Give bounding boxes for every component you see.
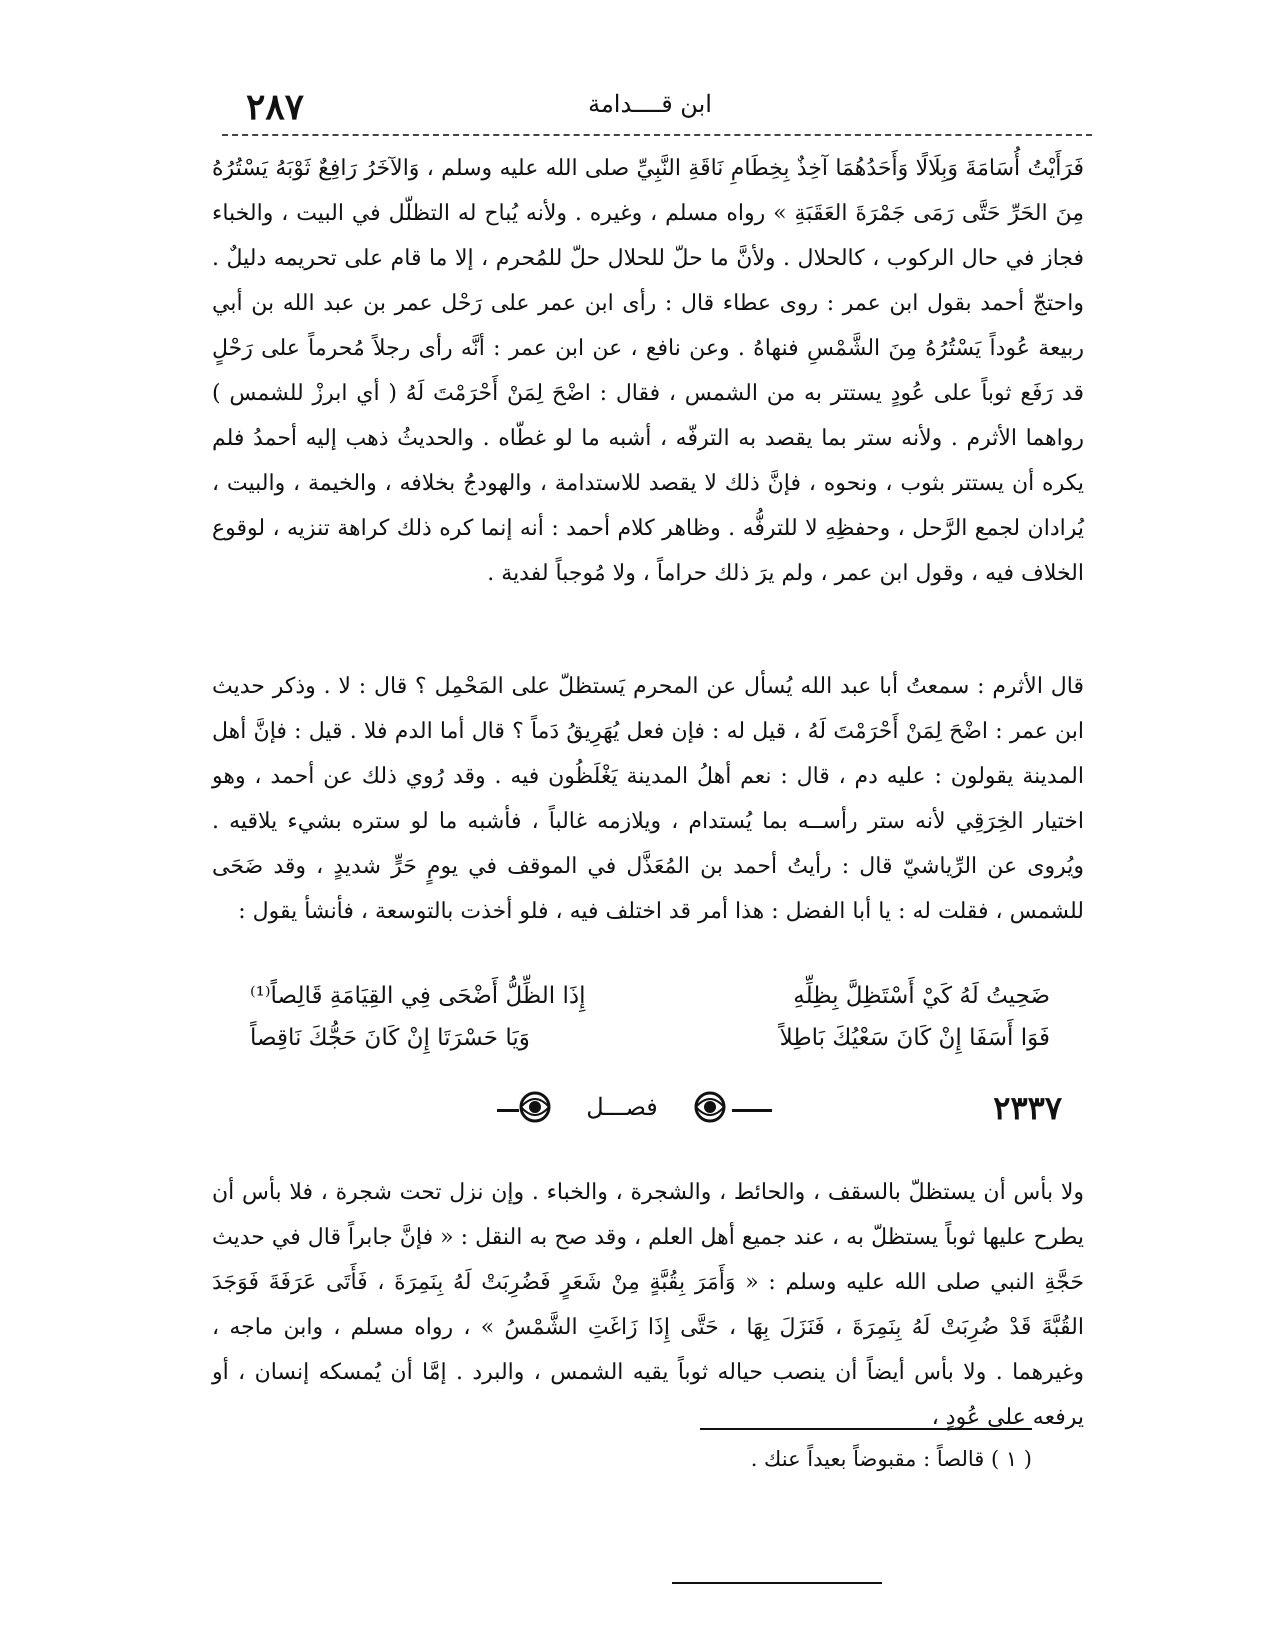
poem [250,975,1050,1059]
floral-ornament-icon [692,1089,728,1125]
verse-line [250,1017,1050,1059]
footnote-rule [700,1428,1032,1430]
section-dash-left [497,1109,519,1112]
paragraph-1: فَرَأَيْتُ أُسَامَةَ وَبِلَالًا وَأَحَدُهُمَا آخِذٌ بِخِطَامِ نَاقَةِ النَّبِيِّ صلى الله عليه وسلم ، وَالآخَرُ رَافِعٌ ثَوْبَهُ يَسْتُرُهُ مِنَ الحَرِّ حَتَّى رَمَى جَمْرَةَ العَقَبَةِ » رواه مسلم ، وغيره . ولأنه يُباح له التظلّل في البيت ، والخباء فجاز في حال الركوب ، كالحلال . ولأنَّ ما حلّ للحلال حلّ للمُحرم ، إلا ما قام على تحريمه دليلٌ . واحتجّ أحمد بقول ابن عمر : روى عطاء قال : رأى ابن عمر على رَحْل عمر بن عبد الله بن أبي ربيعة عُوداً يَسْتُرُهُ مِنَ الشَّمْسِ فنهاهُ . وعن نافع ، عن ابن عمر : أنَّه رأى رجلاً مُحرماً على رَحْلٍ قد رَفَع ثوباً على عُودٍ يستتر به من الشمس ، فقال : اضْحَ لِمَنْ أَحْرَمْتَ لَهُ ( أي ابرزْ للشمس ) رواهما الأثرم . ولأنه ستر بما يقصد به الترفّه ، أشبه ما لو غطّاه . والحديثُ ذهب إليه أحمدُ فلم يكره أن يستتر بثوب ، ونحوه ، فإنَّ ذلك لا يقصد للاستدامة ، والهودجُ بخلافه ، والخيمة ، والبيت ، يُرادان لجمع الرَّحل ، وحفظِهِ لا للترفُّه . وظاهر كلام أحمد : أنه إنما كره ذلك كراهة تنزيه ، لوقوع الخلاف فيه ، وقول ابن عمر ، ولم يرَ ذلك حراماً ، ولا مُوجباً لفدية . [212,156,1085,586]
verse-line [250,975,1050,1017]
section-heading [212,1085,1092,1135]
running-head: ابن قــــدامة [588,90,712,118]
verse-hemistich-first: فَوَا أَسَفَا إِنْ كَانَ سَعْيُكَ بَاطِلاً [779,1025,1050,1051]
section-dash-right [732,1109,772,1112]
paragraph-2: قال الأثرم : سمعتُ أبا عبد الله يُسأل عن المحرم يَستظلّ على المَحْمِل ؟ قال : لا . وذكر حديث ابن عمر : اضْحَ لِمَنْ أَحْرَمْتَ لَهُ ، قيل له : فإن فعل يُهَرِيقُ دَماً ؟ قال أما الدم فلا . قيل : فإنَّ أهل المدينة يقولون : عليه دم ، قال : نعم أهلُ المدينة يَغْلَظُون فيه . وقد رُوي ذلك عن أحمد ، وهو اختيار الخِرَقِي لأنه ستر رأســه بما يُستدام ، ويلازمه غالباً ، فأشبه ما لو ستره بشيء يلاقيه . ويُروى عن الرِّياشيّ قال : رأيتُ أحمد بن المُعَذَّل في الموقف في يومٍ حَرٍّ شديدٍ ، وقد ضَحَى للشمس ، فقلت له : يا أبا الفضل : هذا أمر قد اختلف فيه ، فلو أخذت بالتوسعة ، فأنشأ يقول : [212,674,1084,924]
section-number: ٢٣٣٧ [993,1089,1062,1127]
section-title: فصـــل [586,1093,658,1121]
page-number: ٢٨٧ [246,86,305,128]
verse-hemistich-second: وَيَا حَسْرَتَا إِنْ كَانَ حَجُّكَ نَاقِصاً [250,1025,530,1051]
header-rule [222,134,1092,136]
verse-hemistich-first: ضَحِيتُ لَهُ كَيْ أَسْتَظِلَّ بِظِلِّهِ [793,983,1050,1009]
bottom-rule [672,1582,882,1584]
floral-ornament-icon [517,1089,553,1125]
verse-hemistich-second: إِذَا الظِّلُّ أَضْحَى فِي القِيَامَةِ قَالِصاً⁽¹⁾ [250,983,586,1009]
footnote: ( ١ ) قالصاً : مقبوضاً بعيداً عنك . [750,1447,1032,1471]
paragraph-3: ولا بأس أن يستظلّ بالسقف ، والحائط ، والشجرة ، والخباء . وإن نزل تحت شجرة ، فلا بأس أن يطرح عليها ثوباً يستظلّ به ، عند جميع أهل العلم ، وقد صح به النقل : « فإنَّ جابراً قال في حديث حَجَّةِ النبي صلى الله عليه وسلم : « وَأَمَرَ بِقُبَّةٍ مِنْ شَعَرٍ فَضُرِبَتْ لَهُ بِنَمِرَةَ ، فَأَتَى عَرَفَةَ فَوَجَدَ القُبَّةَ قَدْ ضُرِبَتْ لَهُ بِنَمِرَةَ ، فَنَزَلَ بِهَا ، حَتَّى إِذَا زَاغَتِ الشَّمْسُ » ، رواه مسلم ، وابن ماجه ، وغيرهما . ولا بأس أيضاً أن ينصب حياله ثوباً يقيه الشمس ، والبرد . إمَّا أن يُمسكه إنسان ، أو يرفعه على عُودٍ ، [212,1180,1084,1430]
